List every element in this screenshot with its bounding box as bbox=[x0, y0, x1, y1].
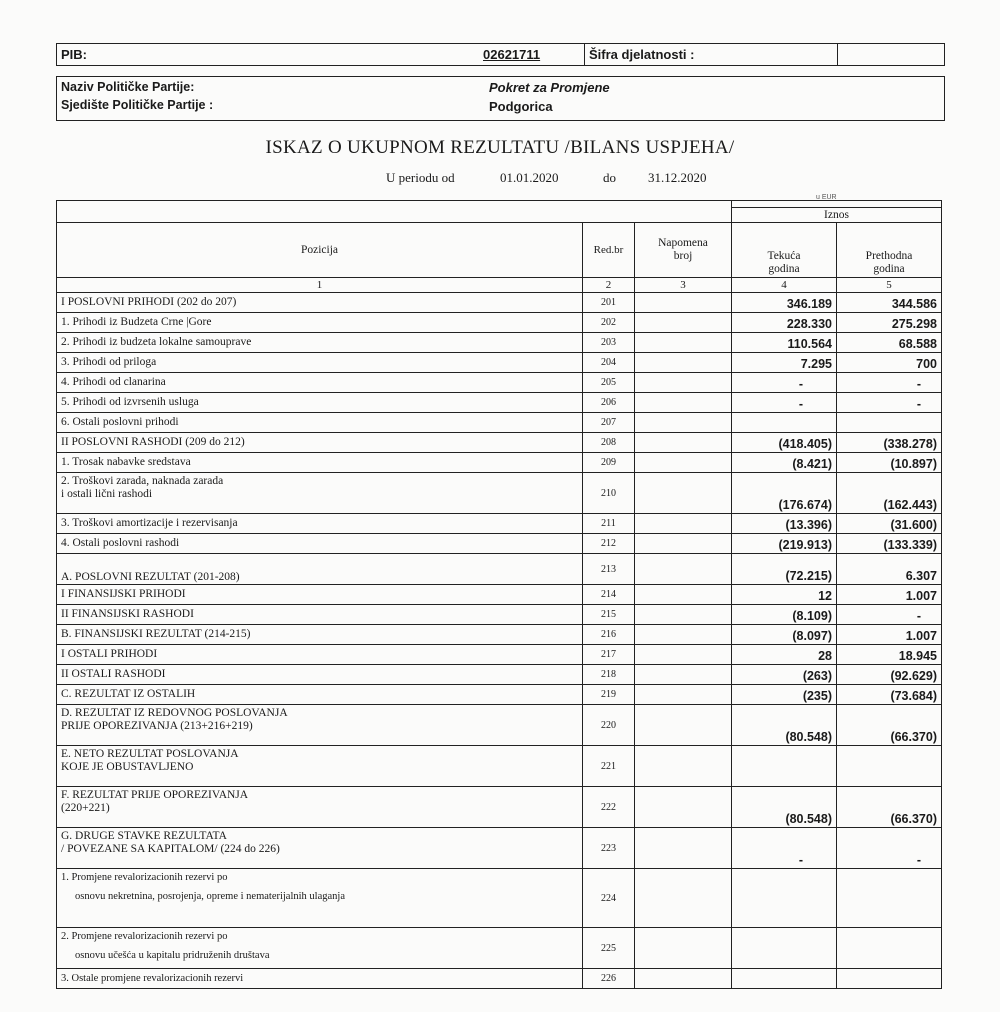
row-current-year: (176.674) bbox=[732, 473, 837, 514]
row-current-year: (235) bbox=[732, 685, 837, 705]
table-row bbox=[57, 534, 942, 554]
table-row bbox=[57, 514, 942, 534]
row-label: 4. Prihodi od clanarina bbox=[57, 373, 583, 393]
row-note bbox=[635, 313, 732, 333]
row-number: 205 bbox=[583, 373, 635, 393]
row-previous-year bbox=[837, 969, 942, 989]
row-previous-year: - bbox=[837, 605, 942, 625]
table-row bbox=[57, 828, 942, 869]
col-header-napomena: Napomena broj bbox=[635, 223, 732, 278]
col-number: 2 bbox=[583, 278, 635, 293]
table-row bbox=[57, 373, 942, 393]
row-previous-year bbox=[837, 746, 942, 787]
row-number: 201 bbox=[583, 293, 635, 313]
row-label: 1. Prihodi iz Budzeta Crne |Gore bbox=[57, 313, 583, 333]
col-header-tekuca: Tekuća godina bbox=[732, 223, 837, 278]
row-current-year: 28 bbox=[732, 645, 837, 665]
row-label: 3. Ostale promjene revalorizacionih rezervi bbox=[57, 969, 583, 989]
row-previous-year: (31.600) bbox=[837, 514, 942, 534]
row-number: 214 bbox=[583, 585, 635, 605]
table-row bbox=[57, 313, 942, 333]
row-label: I POSLOVNI PRIHODI (202 do 207) bbox=[57, 293, 583, 313]
row-previous-year: - bbox=[837, 828, 942, 869]
row-previous-year: (66.370) bbox=[837, 705, 942, 746]
table-row bbox=[57, 353, 942, 373]
row-current-year: - bbox=[732, 373, 837, 393]
row-label: 2. Promjene revalorizacionih rezervi po osnovu učešća u kapitalu pridruženih društava bbox=[57, 928, 583, 969]
row-label: 4. Ostali poslovni rashodi bbox=[57, 534, 583, 554]
row-number: 219 bbox=[583, 685, 635, 705]
table-row bbox=[57, 625, 942, 645]
table-row bbox=[57, 333, 942, 353]
row-number: 218 bbox=[583, 665, 635, 685]
row-note bbox=[635, 585, 732, 605]
row-number: 226 bbox=[583, 969, 635, 989]
row-previous-year: (133.339) bbox=[837, 534, 942, 554]
income-statement-table bbox=[56, 200, 942, 989]
row-note bbox=[635, 333, 732, 353]
period-label: U periodu od bbox=[386, 170, 455, 185]
row-note bbox=[635, 685, 732, 705]
row-number: 209 bbox=[583, 453, 635, 473]
row-previous-year: 1.007 bbox=[837, 625, 942, 645]
row-previous-year: 6.307 bbox=[837, 554, 942, 585]
row-number: 212 bbox=[583, 534, 635, 554]
col-number: 1 bbox=[57, 278, 583, 293]
row-previous-year: (73.684) bbox=[837, 685, 942, 705]
row-previous-year: 68.588 bbox=[837, 333, 942, 353]
table-row bbox=[57, 393, 942, 413]
row-note bbox=[635, 373, 732, 393]
row-current-year: (8.109) bbox=[732, 605, 837, 625]
row-label: A. POSLOVNI REZULTAT (201-208) bbox=[57, 554, 583, 585]
row-number: 208 bbox=[583, 433, 635, 453]
row-number: 225 bbox=[583, 928, 635, 969]
row-previous-year: 18.945 bbox=[837, 645, 942, 665]
col-header-prethodna: Prethodna godina bbox=[837, 223, 942, 278]
row-current-year: 7.295 bbox=[732, 353, 837, 373]
row-label: 3. Troškovi amortizacije i rezervisanja bbox=[57, 514, 583, 534]
row-label: I FINANSIJSKI PRIHODI bbox=[57, 585, 583, 605]
row-current-year: (263) bbox=[732, 665, 837, 685]
party-name-value: Pokret za Promjene bbox=[489, 80, 610, 95]
table-row bbox=[57, 473, 942, 514]
row-label: II FINANSIJSKI RASHODI bbox=[57, 605, 583, 625]
row-label: B. FINANSIJSKI REZULTAT (214-215) bbox=[57, 625, 583, 645]
row-previous-year: - bbox=[837, 373, 942, 393]
row-previous-year: (10.897) bbox=[837, 453, 942, 473]
row-label: 2. Troškovi zarada, naknada zarada i ostali lični rashodi bbox=[57, 473, 583, 514]
col-header-redbr: Red.br bbox=[583, 223, 635, 278]
row-note bbox=[635, 928, 732, 969]
row-current-year bbox=[732, 413, 837, 433]
row-note bbox=[635, 869, 732, 928]
row-number: 211 bbox=[583, 514, 635, 534]
row-label: C. REZULTAT IZ OSTALIH bbox=[57, 685, 583, 705]
row-previous-year: - bbox=[837, 393, 942, 413]
row-current-year bbox=[732, 928, 837, 969]
row-label: 1. Promjene revalorizacionih rezervi po osnovu nekretnina, posrojenja, opreme i nematerijalnih ulaganja bbox=[57, 869, 583, 928]
row-label: 1. Trosak nabavke sredstava bbox=[57, 453, 583, 473]
table-row bbox=[57, 869, 942, 928]
col-number: 4 bbox=[732, 278, 837, 293]
row-previous-year: 700 bbox=[837, 353, 942, 373]
period-from: 01.01.2020 bbox=[500, 170, 559, 185]
row-note bbox=[635, 393, 732, 413]
row-number: 204 bbox=[583, 353, 635, 373]
row-number: 223 bbox=[583, 828, 635, 869]
row-number: 215 bbox=[583, 605, 635, 625]
period-to: 31.12.2020 bbox=[648, 170, 707, 185]
table-row bbox=[57, 585, 942, 605]
row-number: 217 bbox=[583, 645, 635, 665]
row-current-year: 110.564 bbox=[732, 333, 837, 353]
table-row bbox=[57, 746, 942, 787]
row-number: 213 bbox=[583, 554, 635, 585]
row-note bbox=[635, 787, 732, 828]
row-current-year bbox=[732, 746, 837, 787]
party-info-box bbox=[56, 76, 945, 121]
row-number: 221 bbox=[583, 746, 635, 787]
row-previous-year: (338.278) bbox=[837, 433, 942, 453]
row-label: 6. Ostali poslovni prihodi bbox=[57, 413, 583, 433]
iznos-header: Iznos bbox=[732, 208, 942, 223]
row-note bbox=[635, 473, 732, 514]
table-row bbox=[57, 554, 942, 585]
row-previous-year: (92.629) bbox=[837, 665, 942, 685]
row-number: 224 bbox=[583, 869, 635, 928]
row-label: II OSTALI RASHODI bbox=[57, 665, 583, 685]
row-previous-year bbox=[837, 928, 942, 969]
row-previous-year: (66.370) bbox=[837, 787, 942, 828]
row-current-year: 228.330 bbox=[732, 313, 837, 333]
row-note bbox=[635, 605, 732, 625]
table-row bbox=[57, 969, 942, 989]
row-number: 220 bbox=[583, 705, 635, 746]
row-previous-year: (162.443) bbox=[837, 473, 942, 514]
col-number: 3 bbox=[635, 278, 732, 293]
party-name-label: Naziv Političke Partije: bbox=[61, 80, 195, 94]
table-row bbox=[57, 787, 942, 828]
row-note bbox=[635, 828, 732, 869]
table-row bbox=[57, 705, 942, 746]
row-note bbox=[635, 353, 732, 373]
period-to-label: do bbox=[603, 170, 616, 185]
row-label: G. DRUGE STAVKE REZULTATA / POVEZANE SA KAPITALOM/ (224 do 226) bbox=[57, 828, 583, 869]
row-note bbox=[635, 665, 732, 685]
row-current-year: (418.405) bbox=[732, 433, 837, 453]
table-row bbox=[57, 685, 942, 705]
row-note bbox=[635, 453, 732, 473]
document-title: ISKAZ O UKUPNOM REZULTATU /BILANS USPJEHA/ bbox=[265, 137, 735, 158]
row-label: 5. Prihodi od izvrsenih usluga bbox=[57, 393, 583, 413]
row-current-year: 12 bbox=[732, 585, 837, 605]
row-note bbox=[635, 293, 732, 313]
party-seat-label: Sjedište Političke Partije : bbox=[61, 98, 214, 112]
row-number: 203 bbox=[583, 333, 635, 353]
row-note bbox=[635, 554, 732, 585]
row-label: II POSLOVNI RASHODI (209 do 212) bbox=[57, 433, 583, 453]
table-row bbox=[57, 293, 942, 313]
row-note bbox=[635, 645, 732, 665]
table-row bbox=[57, 928, 942, 969]
row-note bbox=[635, 746, 732, 787]
pib-value: 02621711 bbox=[483, 47, 541, 62]
currency-note: u EUR bbox=[816, 194, 837, 201]
row-current-year: (8.097) bbox=[732, 625, 837, 645]
row-current-year bbox=[732, 969, 837, 989]
table-row bbox=[57, 645, 942, 665]
row-current-year bbox=[732, 869, 837, 928]
row-previous-year bbox=[837, 413, 942, 433]
row-current-year: 346.189 bbox=[732, 293, 837, 313]
row-note bbox=[635, 514, 732, 534]
sifra-djelatnosti-label: Šifra djelatnosti : bbox=[589, 47, 695, 62]
row-previous-year: 275.298 bbox=[837, 313, 942, 333]
table-row bbox=[57, 433, 942, 453]
row-label: 2. Prihodi iz budzeta lokalne samouprave bbox=[57, 333, 583, 353]
row-current-year: (13.396) bbox=[732, 514, 837, 534]
pib-box bbox=[56, 43, 945, 66]
row-current-year: - bbox=[732, 828, 837, 869]
row-note bbox=[635, 625, 732, 645]
table-row bbox=[57, 413, 942, 433]
row-note bbox=[635, 534, 732, 554]
row-current-year: (8.421) bbox=[732, 453, 837, 473]
row-number: 207 bbox=[583, 413, 635, 433]
row-previous-year: 1.007 bbox=[837, 585, 942, 605]
row-number: 222 bbox=[583, 787, 635, 828]
table-row bbox=[57, 453, 942, 473]
col-number: 5 bbox=[837, 278, 942, 293]
pib-label: PIB: bbox=[61, 47, 87, 62]
row-current-year: (80.548) bbox=[732, 705, 837, 746]
row-note bbox=[635, 705, 732, 746]
col-header-pozicija: Pozicija bbox=[57, 223, 583, 278]
row-label: F. REZULTAT PRIJE OPOREZIVANJA (220+221) bbox=[57, 787, 583, 828]
row-number: 206 bbox=[583, 393, 635, 413]
row-note bbox=[635, 969, 732, 989]
row-current-year: (219.913) bbox=[732, 534, 837, 554]
table-row bbox=[57, 605, 942, 625]
row-previous-year bbox=[837, 869, 942, 928]
row-note bbox=[635, 433, 732, 453]
row-current-year: (80.548) bbox=[732, 787, 837, 828]
row-current-year: - bbox=[732, 393, 837, 413]
row-number: 202 bbox=[583, 313, 635, 333]
row-label: I OSTALI PRIHODI bbox=[57, 645, 583, 665]
row-number: 210 bbox=[583, 473, 635, 514]
row-number: 216 bbox=[583, 625, 635, 645]
row-label: E. NETO REZULTAT POSLOVANJA KOJE JE OBUSTAVLJENO bbox=[57, 746, 583, 787]
table-row bbox=[57, 665, 942, 685]
row-label: 3. Prihodi od priloga bbox=[57, 353, 583, 373]
row-note bbox=[635, 413, 732, 433]
party-seat-value: Podgorica bbox=[489, 99, 553, 114]
row-previous-year: 344.586 bbox=[837, 293, 942, 313]
row-current-year: (72.215) bbox=[732, 554, 837, 585]
row-label: D. REZULTAT IZ REDOVNOG POSLOVANJA PRIJE OPOREZIVANJA (213+216+219) bbox=[57, 705, 583, 746]
